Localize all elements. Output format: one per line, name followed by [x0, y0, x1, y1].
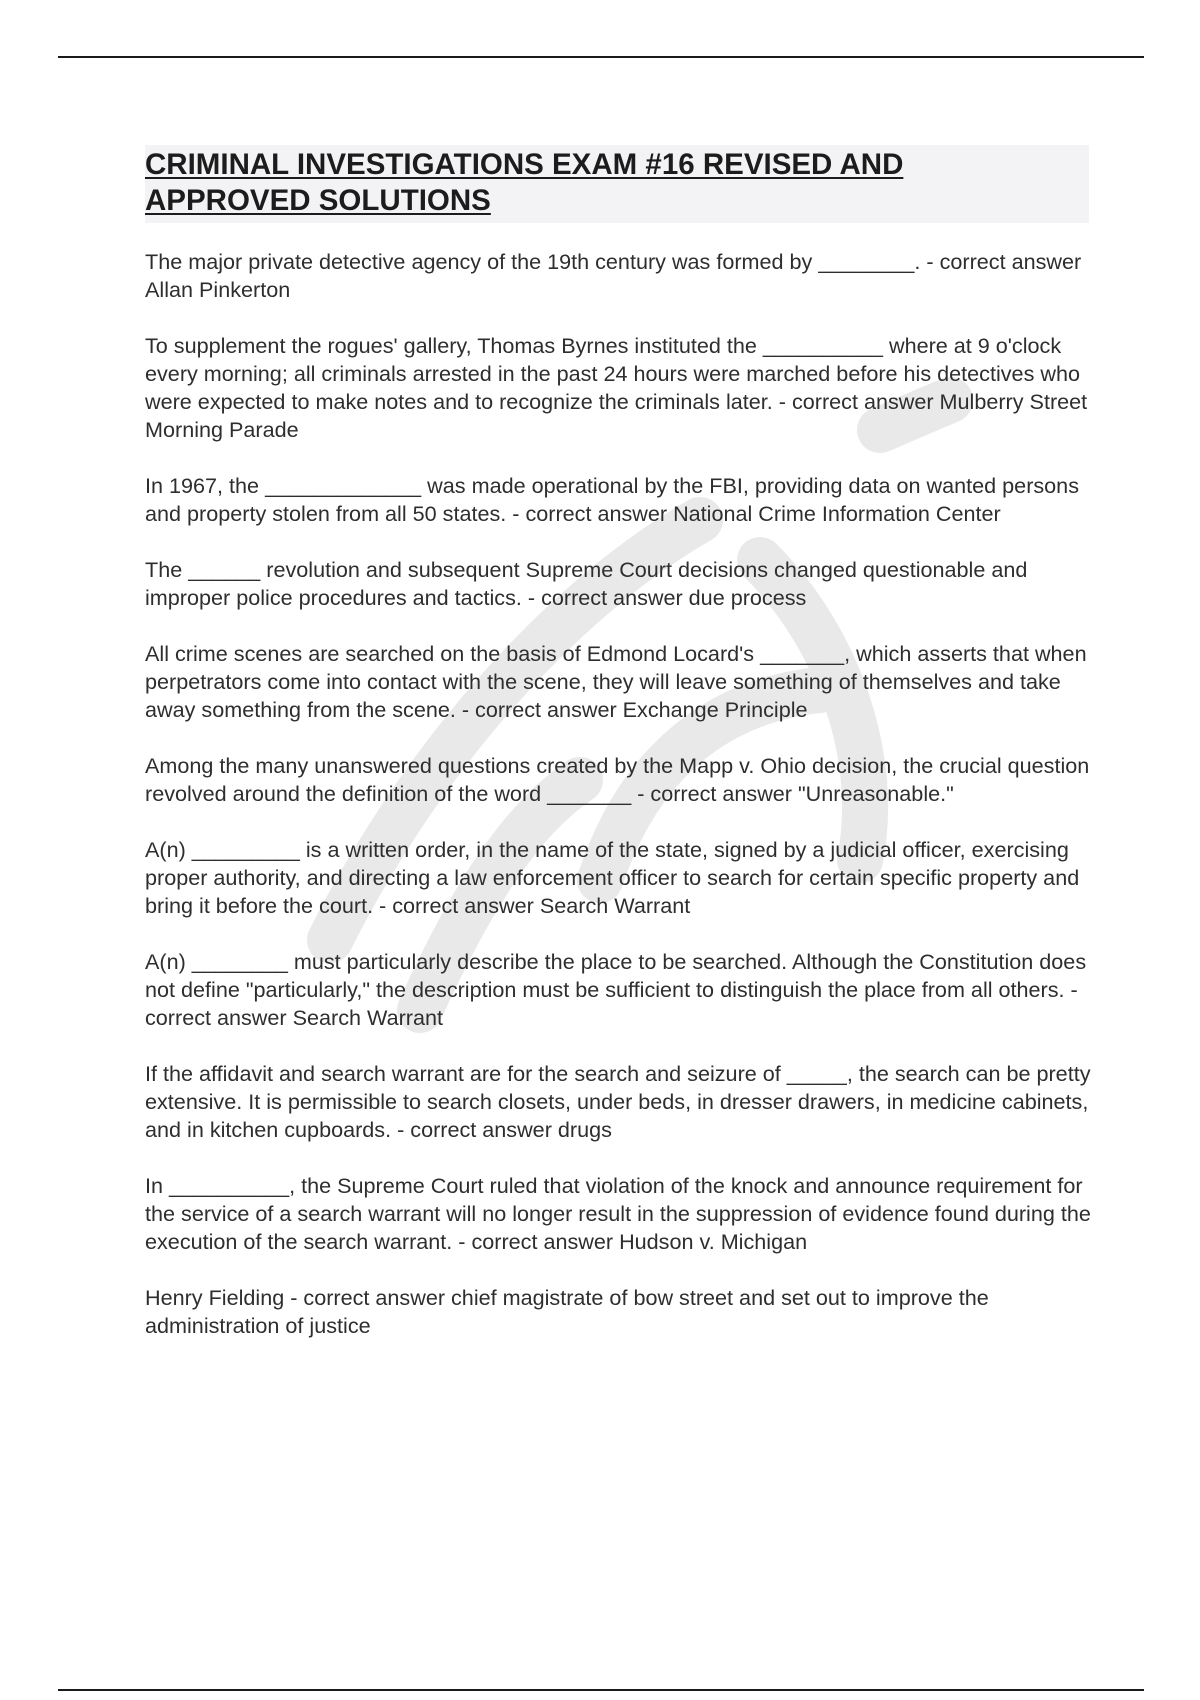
- title-block: [145, 145, 1089, 223]
- document-title-line-2: APPROVED SOLUTIONS: [145, 184, 491, 217]
- qa-item-1: The major private detective agency of the 19th century was formed by ________. - correct answer Allan Pinkerton: [145, 249, 1082, 302]
- qa-item-7: A(n) _________ is a written order, in the name of the state, signed by a judicial officer, exercising proper authority, and directing a law enforcement officer to search for certain specific property and bring it before the court. - correct answer Search Warrant: [145, 837, 1080, 918]
- qa-item-5: All crime scenes are searched on the basis of Edmond Locard's _______, which asserts that when perpetrators come into contact with the scene, they will leave something of themselves and take away something from the scene. - correct answer Exchange Principle: [145, 641, 1087, 722]
- question-list: [145, 248, 1095, 1368]
- qa-item-3: In 1967, the _____________ was made operational by the FBI, providing data on wanted persons and property stolen from all 50 states. - correct answer National Crime Information Center: [145, 473, 1079, 526]
- qa-item-10: In __________, the Supreme Court ruled that violation of the knock and announce requirement for the service of a search warrant will no longer result in the suppression of evidence found during the execution of the search warrant. - correct answer Hudson v. Michigan: [145, 1173, 1091, 1254]
- qa-item-4: The ______ revolution and subsequent Supreme Court decisions changed questionable and improper police procedures and tactics. - correct answer due process: [145, 557, 1028, 610]
- qa-item-8: A(n) ________ must particularly describe the place to be searched. Although the Constitution does not define "particularly," the description must be sufficient to distinguish the place from all others. - correct answer Search Warrant: [145, 949, 1087, 1030]
- qa-item-9: If the affidavit and search warrant are for the search and seizure of _____, the search can be pretty extensive. It is permissible to search closets, under beds, in dresser drawers, in medicine cabinets, and in kitchen cupboards. - correct answer drugs: [145, 1061, 1091, 1142]
- qa-item-11: Henry Fielding - correct answer chief magistrate of bow street and set out to improve the administration of justice: [145, 1285, 989, 1338]
- qa-item-2: To supplement the rogues' gallery, Thomas Byrnes instituted the __________ where at 9 o'clock every morning; all criminals arrested in the past 24 hours were marched before his detectives who were expected to make notes and to recognize the criminals later. - correct answer Mulberry Street Morning Parade: [145, 333, 1088, 442]
- document-title-line-1: CRIMINAL INVESTIGATIONS EXAM #16 REVISED AND: [145, 148, 904, 181]
- qa-item-6: Among the many unanswered questions created by the Mapp v. Ohio decision, the crucial question revolved around the definition of the word _______ - correct answer "Unreasonable.": [145, 753, 1090, 806]
- bottom-rule: [58, 1689, 1144, 1691]
- top-rule: [58, 56, 1144, 58]
